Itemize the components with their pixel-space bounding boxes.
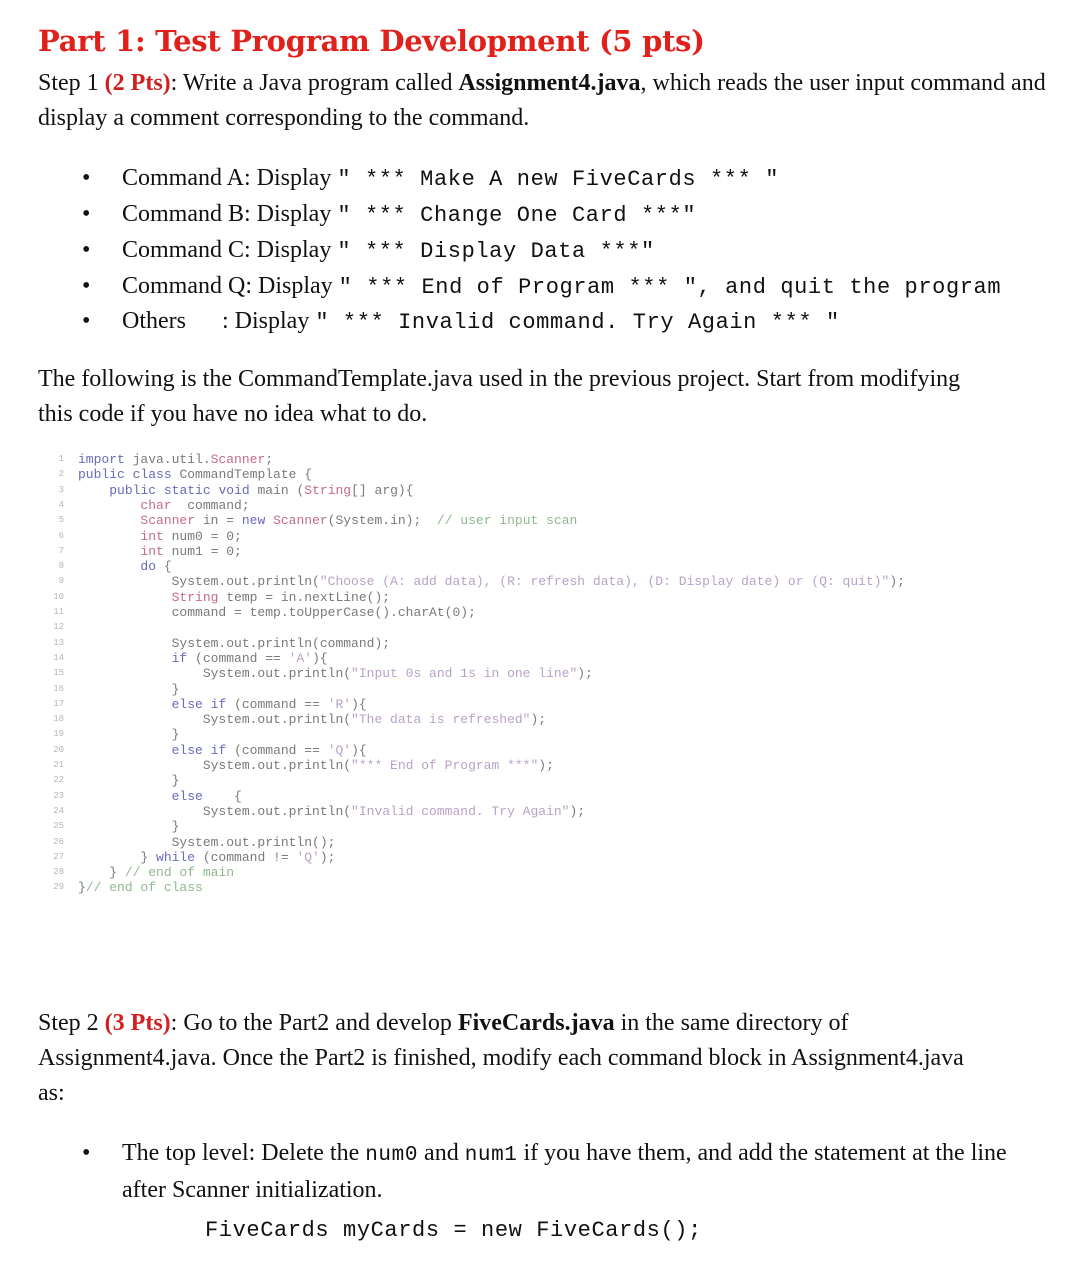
bullet-icon: • bbox=[82, 273, 91, 299]
step2-filename: FiveCards.java bbox=[457, 1010, 615, 1036]
code-line-number: 15 bbox=[53, 668, 64, 679]
code-line-number: 7 bbox=[58, 545, 64, 556]
command-output: " *** Make A new FiveCards *** " bbox=[337, 167, 780, 192]
code-line: int num0 = 0; bbox=[140, 528, 242, 544]
code-line: } while (command != 'Q'); bbox=[78, 849, 336, 865]
code-line-number: 6 bbox=[58, 530, 64, 541]
bullet-icon: • bbox=[82, 237, 91, 263]
code-line: String temp = in.nextLine(); bbox=[171, 589, 391, 605]
code-line-number: 5 bbox=[58, 515, 64, 526]
code-line-number: 25 bbox=[53, 821, 64, 832]
code-line: System.out.println(); bbox=[78, 834, 336, 850]
code-line: do { bbox=[140, 559, 172, 575]
code-line: }// end of class bbox=[78, 880, 203, 896]
code-line: System.out.println("*** End of Program ***"); bbox=[78, 758, 554, 773]
top-level-text-b: and bbox=[418, 1140, 465, 1166]
code-line-number: 20 bbox=[53, 744, 64, 755]
step2-paragraph bbox=[38, 1006, 978, 1111]
code-line: public static void main (String[] arg){ bbox=[109, 482, 414, 498]
code-line: command = temp.toUpperCase().charAt(0); bbox=[78, 605, 476, 620]
code-line-number: 12 bbox=[53, 622, 64, 633]
code-line-number: 18 bbox=[53, 714, 64, 725]
code-line: } bbox=[78, 819, 180, 835]
code-line-number: 3 bbox=[58, 484, 64, 495]
code-line: } bbox=[78, 727, 180, 743]
code-line-number: 26 bbox=[53, 836, 64, 847]
code-line-number: 8 bbox=[58, 561, 64, 572]
num1-code: num1 bbox=[464, 1144, 518, 1167]
step2-text-b: in the same directory of Assignment4.java. Once the Part2 is finished, modify each command block in Assignment4.java as: bbox=[38, 1010, 964, 1106]
statement-code: FiveCards myCards = new FiveCards(); bbox=[205, 1218, 702, 1243]
code-line-number: 29 bbox=[53, 882, 64, 893]
code-line: System.out.println("Choose (A: add data), (R: refresh data), (D: Display date) or (Q: quit)"); bbox=[78, 574, 905, 590]
step1-text-a: : Write a Java program called bbox=[170, 70, 459, 96]
code-line-number: 4 bbox=[58, 499, 64, 510]
code-line-number: 17 bbox=[53, 698, 64, 709]
step2-prefix: Step 2 bbox=[38, 1010, 105, 1036]
code-line-number: 19 bbox=[53, 729, 64, 740]
command-output: " *** Display Data ***" bbox=[337, 239, 655, 264]
code-line: char command; bbox=[140, 497, 250, 513]
code-line-number: 16 bbox=[53, 683, 64, 694]
command-output: " *** Change One Card ***" bbox=[337, 203, 697, 228]
top-level-text-c: if you have them, and add the statement at the line after Scanner initialization. bbox=[122, 1140, 1007, 1203]
code-line-number: 13 bbox=[53, 637, 64, 648]
code-line-number: 14 bbox=[53, 652, 64, 663]
code-line: else if (command == 'R'){ bbox=[171, 696, 367, 712]
code-line: int num1 = 0; bbox=[140, 543, 242, 559]
code-line: else if (command == 'Q'){ bbox=[171, 742, 367, 758]
code-line-number: 10 bbox=[53, 591, 64, 602]
bullet-icon: • bbox=[82, 201, 91, 227]
code-line: System.out.println("The data is refreshed"); bbox=[78, 712, 547, 728]
code-line-number: 28 bbox=[53, 867, 64, 878]
bullet-icon: • bbox=[82, 1140, 91, 1166]
code-line-number: 24 bbox=[53, 805, 64, 816]
code-line: Scanner in = new Scanner(System.in); // user input scan bbox=[140, 513, 578, 529]
command-output: " *** Invalid command. Try Again *** " bbox=[315, 310, 840, 335]
page-title: Part 1: Test Program Development (5 pts) bbox=[38, 24, 705, 58]
step1-prefix: Step 1 bbox=[38, 70, 105, 96]
code-line: System.out.println(command); bbox=[78, 635, 391, 651]
code-line: } bbox=[78, 773, 180, 789]
command-label: Command Q: Display bbox=[122, 273, 339, 299]
code-line: public class CommandTemplate { bbox=[78, 467, 313, 483]
code-line-number: 9 bbox=[58, 576, 64, 587]
command-label: Others : Display bbox=[122, 308, 316, 334]
step2-points: (3 Pts) bbox=[104, 1010, 171, 1036]
code-line-number: 11 bbox=[53, 607, 64, 617]
bullet-icon: • bbox=[82, 165, 91, 191]
code-line-number: 21 bbox=[53, 760, 64, 770]
command-label: Command B: Display bbox=[122, 201, 338, 227]
code-line: if (command == 'A'){ bbox=[171, 650, 328, 666]
code-line: System.out.println("Invalid command. Try Again"); bbox=[78, 803, 586, 819]
top-level-text-a: The top level: Delete the bbox=[122, 1140, 366, 1166]
code-line-number: 2 bbox=[58, 469, 64, 480]
bullet-icon: • bbox=[82, 308, 91, 334]
code-line-number: 27 bbox=[53, 851, 64, 862]
code-line: System.out.println("Input 0s and 1s in one line"); bbox=[78, 666, 593, 682]
code-line: } // end of main bbox=[78, 865, 235, 881]
code-line-number: 23 bbox=[53, 790, 64, 801]
step1-text-b: , which reads the user input command and display a comment corresponding to the command. bbox=[38, 70, 1046, 131]
code-line-number: 1 bbox=[58, 454, 64, 464]
num0-code: num0 bbox=[365, 1144, 419, 1167]
code-line: else { bbox=[171, 788, 242, 804]
command-label: Command A: Display bbox=[122, 165, 338, 191]
code-line: } bbox=[78, 681, 180, 697]
step1-paragraph bbox=[38, 66, 1048, 136]
code-line: import java.util.Scanner; bbox=[78, 452, 274, 467]
top-level-text bbox=[122, 1136, 1032, 1208]
step1-points: (2 Pts) bbox=[104, 70, 171, 96]
intro-paragraph: The following is the CommandTemplate.java used in the previous project. Start from modifying this code if you have no idea what to do. bbox=[38, 366, 961, 427]
code-line-number: 22 bbox=[53, 775, 64, 786]
command-label: Command C: Display bbox=[122, 237, 338, 263]
step1-filename: Assignment4.java bbox=[458, 70, 641, 96]
step2-text-a: : Go to the Part2 and develop bbox=[170, 1010, 458, 1036]
command-output: " *** End of Program *** ", and quit the program bbox=[338, 275, 1002, 300]
